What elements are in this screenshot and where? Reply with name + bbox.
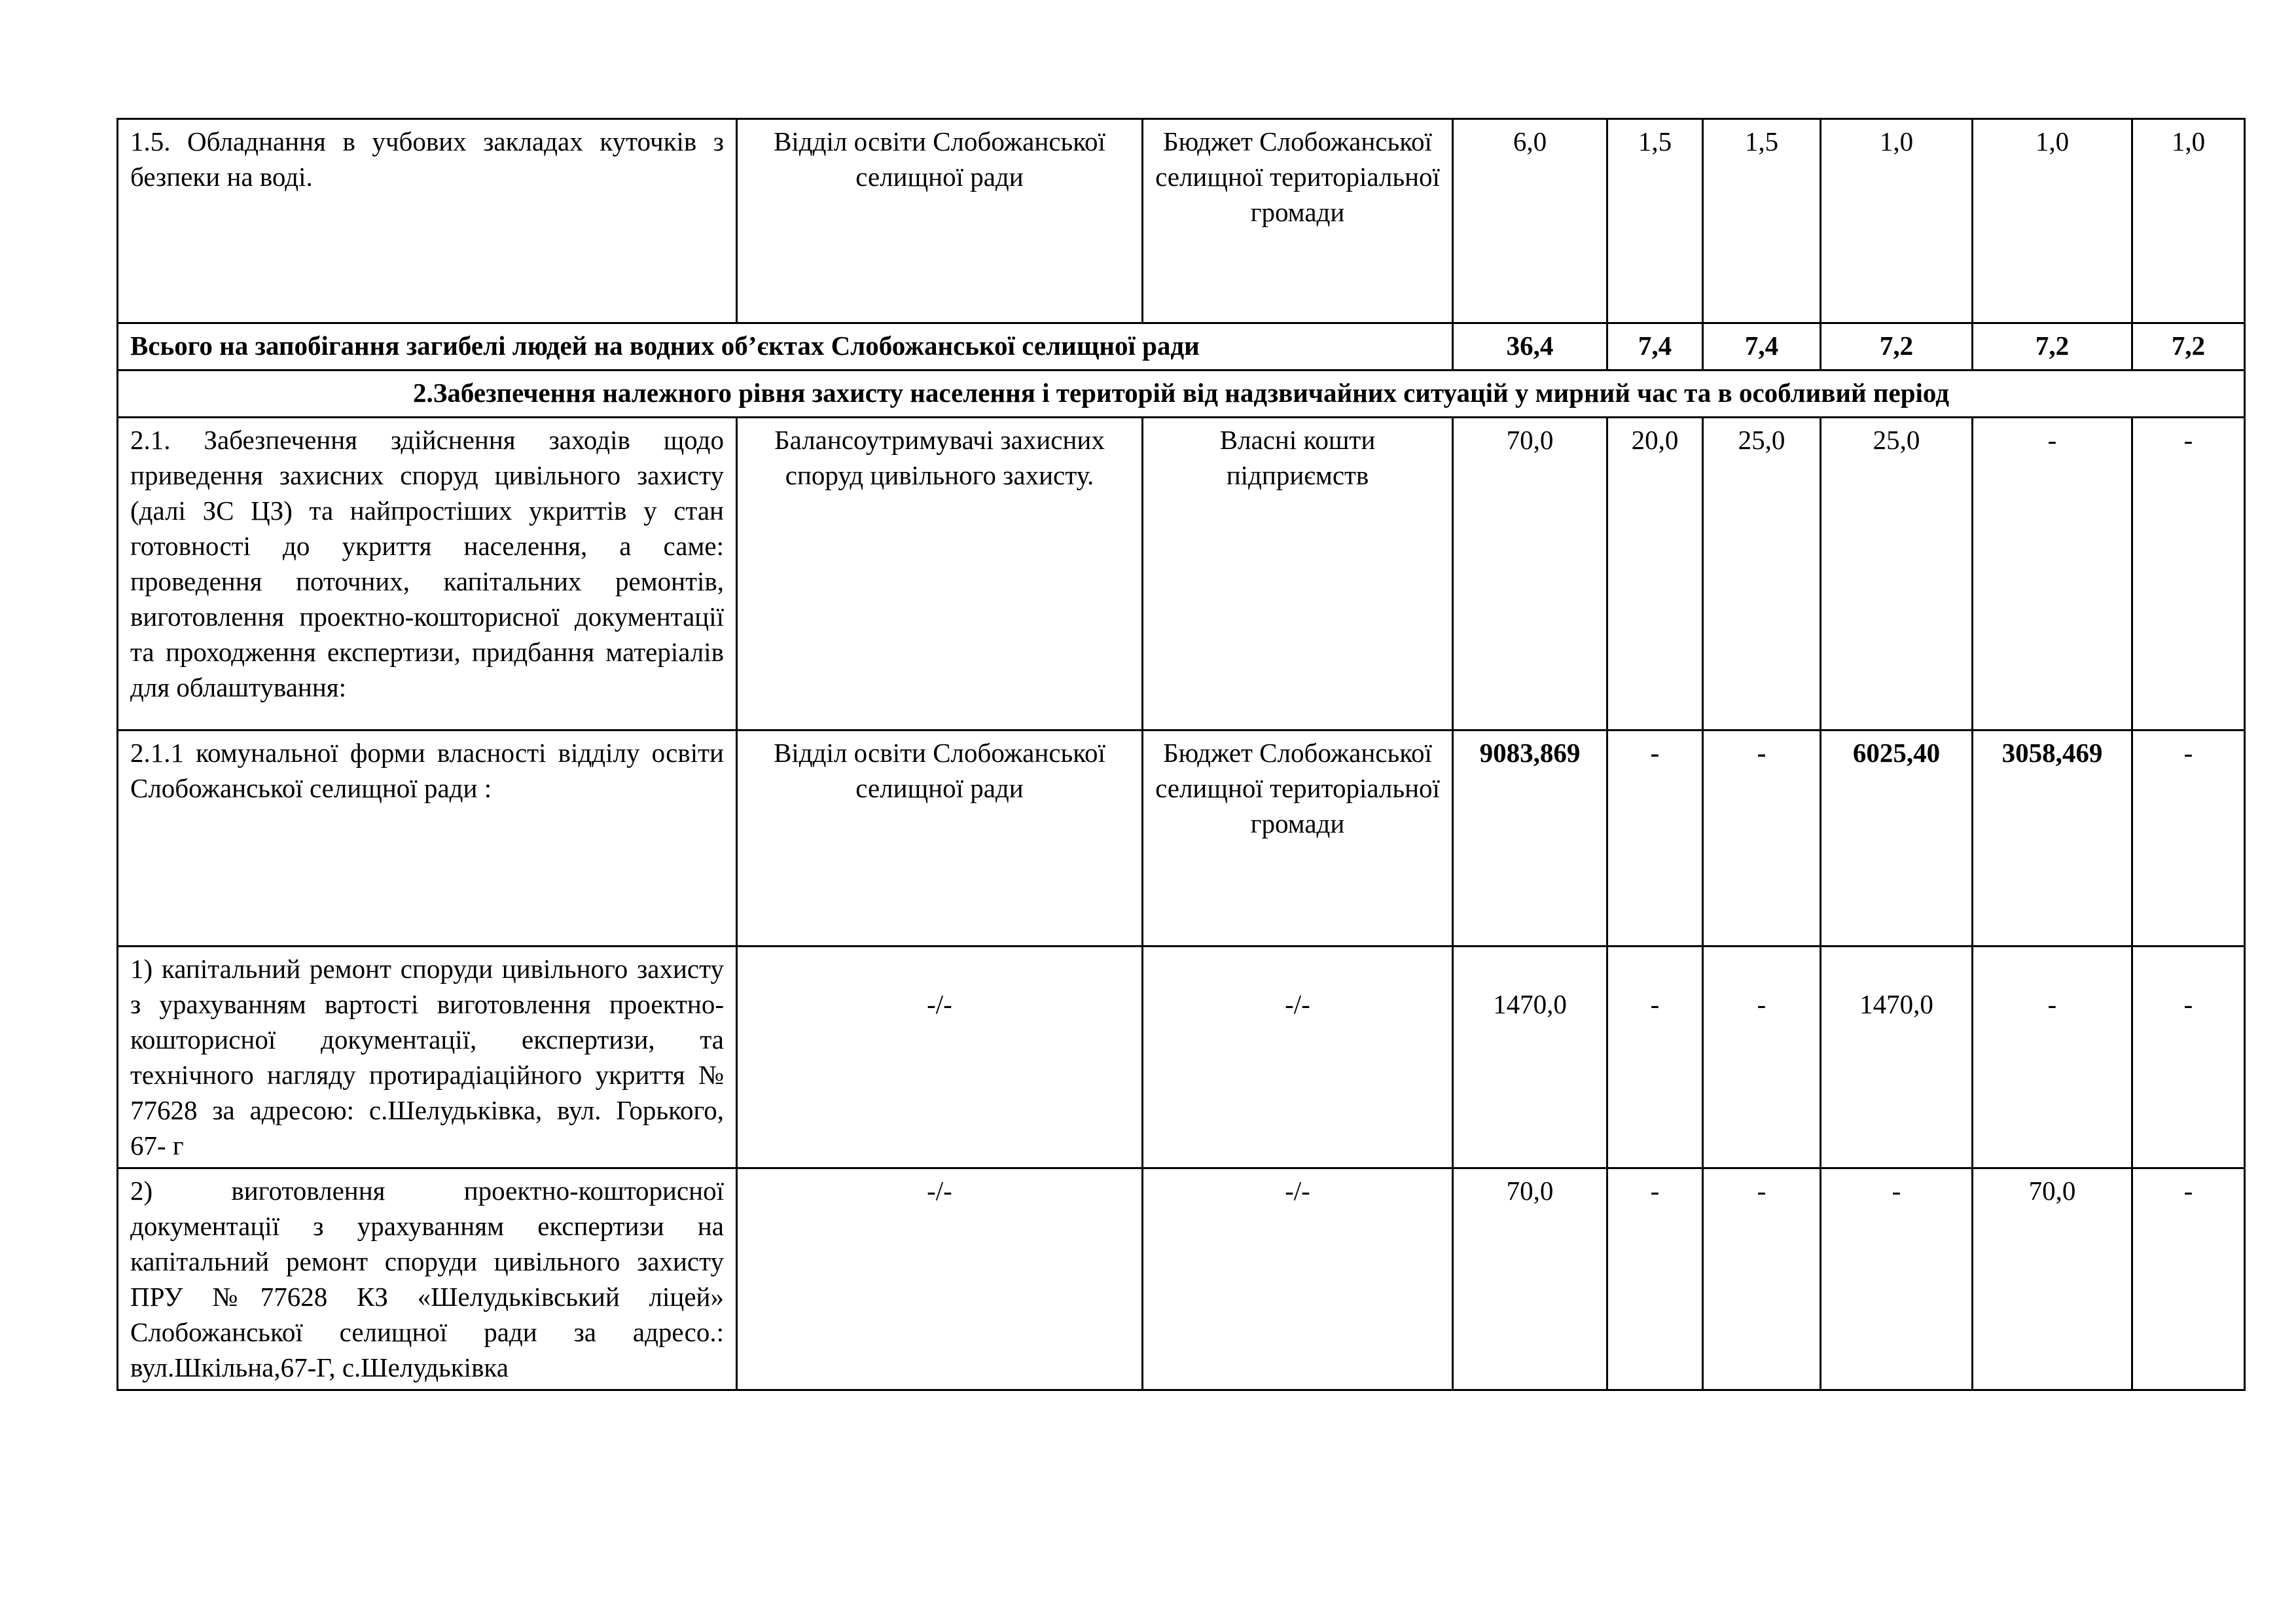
total-year-cell: 7,2 [1821,323,1973,370]
measure-cell: 2.1.1 комунальної форми власності відділу освіти Слобожанської селищної ради : [118,731,737,947]
executor-cell: -/- [737,1168,1143,1390]
amount-total-cell [1453,947,1607,1168]
amount-year-cell: - [1821,1168,1973,1390]
amount-year-cell: 1,5 [1607,119,1703,323]
funding-source-value: -/- [1285,989,1310,1019]
total-row [118,323,2245,370]
amount-value: - [1650,989,1660,1019]
amount-year-cell [1821,947,1973,1168]
amount-value: 1470,0 [1859,989,1933,1019]
table-row [118,418,2245,731]
executor-cell [737,947,1143,1168]
funding-source-cell: -/- [1143,1168,1453,1390]
executor-value: -/- [927,989,952,1019]
amount-year-cell: 3058,469 [1973,731,2132,947]
total-year-cell: 7,4 [1607,323,1703,370]
executor-cell: Балансоутримувачі захисних споруд цивільного захисту. [737,418,1143,731]
amount-year-cell: 25,0 [1703,418,1821,731]
total-label: Всього на запобігання загибелі людей на водних об’єктах Слобожанської селищної ради [118,323,1453,370]
amount-year-cell: - [1703,1168,1821,1390]
amount-year-cell: 6025,40 [1821,731,1973,947]
amount-year-cell [2132,947,2245,1168]
amount-year-cell: 1,0 [1821,119,1973,323]
section-heading: 2.Забезпечення належного рівня захисту населення і територій від надзвичайних ситуацій у мирний час та в особливий період [118,370,2245,418]
amount-year-cell [1607,947,1703,1168]
measure-cell: 1) капітальний ремонт споруди цивільного захисту з урахуванням вартості виготовлення проектно-кошторисної документації, експертизи, та технічного нагляду протирадіаційного укриття № 77628 за адресою: с.Шелудьківка, вул. Горького, 67- г [118,947,737,1168]
amount-year-cell [1973,947,2132,1168]
measure-cell: 2.1. Забезпечення здійснення заходів щодо приведення захисних споруд цивільного захисту (далі ЗС ЦЗ) та найпростіших укриттів у стан готовності до укриття населення, а саме: проведення поточних, капітальних ремонтів, виготовлення проектно-кошторисної документації та проходження експертизи, придбання матеріалів для облаштування: [118,418,737,731]
table-row [118,731,2245,947]
amount-year-cell: - [1973,418,2132,731]
table-row [118,1168,2245,1390]
funding-source-cell [1143,947,1453,1168]
executor-cell: Відділ освіти Слобожанської селищної ради [737,119,1143,323]
table-row [118,947,2245,1168]
section-heading-row [118,370,2245,418]
total-year-cell: 7,2 [2132,323,2245,370]
amount-value: - [2047,989,2057,1019]
amount-year-cell: 1,5 [1703,119,1821,323]
amount-total-cell: 9083,869 [1453,731,1607,947]
amount-total-cell: 70,0 [1453,1168,1607,1390]
amount-year-cell: - [2132,731,2245,947]
amount-total-cell: 70,0 [1453,418,1607,731]
amount-year-cell: 25,0 [1821,418,1973,731]
amount-year-cell: 1,0 [1973,119,2132,323]
amount-year-cell: - [2132,418,2245,731]
total-year-cell: 7,4 [1703,323,1821,370]
amount-year-cell [1703,947,1821,1168]
amount-year-cell: 20,0 [1607,418,1703,731]
amount-year-cell: - [1607,731,1703,947]
measure-cell: 1.5. Обладнання в учбових закладах куточків з безпеки на воді. [118,119,737,323]
amount-year-cell: - [2132,1168,2245,1390]
amount-total-cell: 6,0 [1453,119,1607,323]
amount-year-cell: 70,0 [1973,1168,2132,1390]
amount-year-cell: - [1607,1168,1703,1390]
amount-value: - [1757,989,1767,1019]
total-year-cell: 7,2 [1973,323,2132,370]
funding-source-cell: Бюджет Слобожанської селищної територіальної громади [1143,119,1453,323]
amount-value: - [2183,989,2193,1019]
funding-source-cell: Бюджет Слобожанської селищної територіальної громади [1143,731,1453,947]
amount-year-cell: 1,0 [2132,119,2245,323]
amount-year-cell: - [1703,731,1821,947]
funding-source-cell: Власні кошти підприємств [1143,418,1453,731]
measure-cell: 2) виготовлення проектно-кошторисної документації з урахуванням експертизи на капітальний ремонт споруди цивільного захисту ПРУ №77628 КЗ «Шелудьківський ліцей» Слобожанської селищної ради за адресо.: вул.Шкільна,67-Г, с.Шелудьківка [118,1168,737,1390]
measures-table [117,118,2246,1391]
table-row [118,119,2245,323]
amount-value: 1470,0 [1493,989,1567,1019]
executor-cell: Відділ освіти Слобожанської селищної ради [737,731,1143,947]
total-amount-cell: 36,4 [1453,323,1607,370]
